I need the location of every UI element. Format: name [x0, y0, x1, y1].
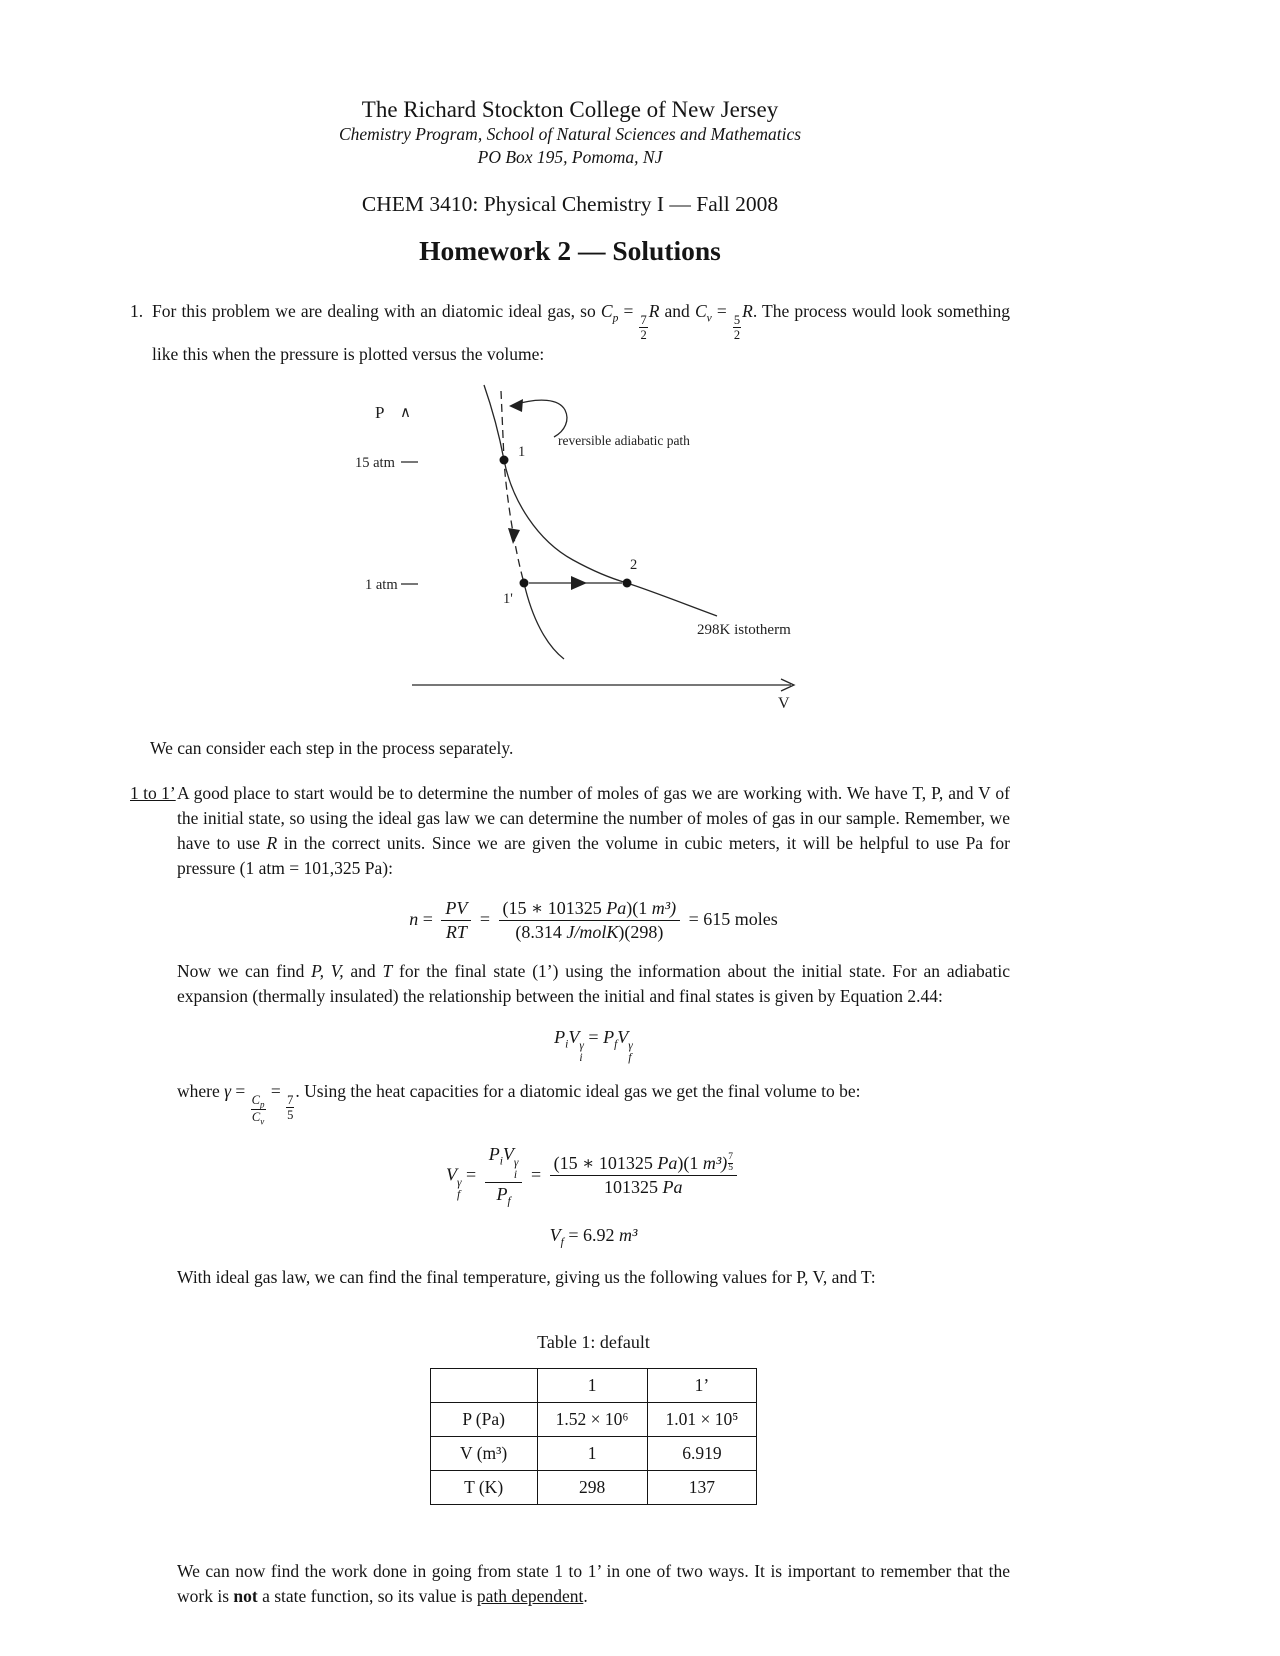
fraction-numeric-2: (15 ∗ 101325 Pa)(1 m³) $\frac{7}{5}$ 101325 Pa — [550, 1152, 737, 1200]
exponent-7-5: $\frac{7}{5}$ — [728, 1152, 733, 1174]
table-caption: Table 1: default — [537, 1332, 650, 1353]
results-table-block — [177, 1330, 1010, 1505]
tick-15atm-label: 15 atm — [355, 454, 395, 471]
table-header-row — [430, 1368, 757, 1402]
step-paragraph-2: Now we can find P, V, and T for the final state (1’) using the information about the initial state. For an adiabatic expansion (thermally insulated) the relationship between the initial and final states is given by Equation 2.44: — [177, 960, 1011, 1006]
table-col-1prime: 1’ — [647, 1368, 757, 1402]
problem-intro-text: For this problem we are dealing with an diatomic ideal gas, so $C_p$ = $\frac{7}{2}$ R and $C_v$ = $\frac{5}{2}$ R. The process would look something like this when the pressure is plotted versus the volume: — [152, 300, 1010, 364]
sup-sub-stack: γ f — [457, 1177, 462, 1202]
isotherm-curve — [484, 385, 717, 616]
sup-sub-stack: γ f — [628, 1039, 633, 1065]
page-title: Homework 2 — Solutions — [419, 234, 721, 266]
address-line: PO Box 195, Pomoma, NJ — [477, 146, 663, 167]
p-axis-arrow-icon: ∧ — [400, 404, 411, 421]
equation-adiabat-relation: $P_iV$ γ i = $P_fV$ γ f — [554, 1026, 633, 1065]
step-paragraph-1: A good place to start would be to determine the number of moles of gas we are working with. We have T, P, and V of the initial state, so using the ideal gas law we can determine the number of moles of gas in our sample. Remember, we have to use R in the correct units. Since we are given the volume in cubic meters, it will be helpful to use Pa for pressure (1 atm = 101,325 Pa): — [177, 782, 1010, 878]
step-label: 1 to 1’ — [130, 782, 176, 803]
problem-number: 1. — [130, 300, 144, 321]
equation-final-volume-result: $V_f = 6.92$ m³ — [549, 1225, 638, 1249]
point-1-label: 1 — [518, 443, 526, 460]
table-corner-cell — [430, 1368, 537, 1402]
state-point-1 — [500, 455, 509, 464]
sup-sub-stack: γ i — [513, 1156, 519, 1182]
isotherm-label: 298K istotherm — [697, 621, 791, 638]
step-paragraph-4: With ideal gas law, we can find the final temperature, giving us the following values for P, V, and T: — [177, 1267, 876, 1288]
program-name: Chemistry Program, School of Natural Sciences and Mathematics — [338, 124, 802, 145]
fraction-pivi-pf: $P_iV$ γ i $P_f$ — [485, 1143, 523, 1209]
problem-1 — [130, 299, 1010, 367]
fraction-pv-rt: $\frac{PV}{RT}$ — [441, 897, 471, 945]
point-2-label: 2 — [630, 556, 638, 573]
state-point-1prime — [520, 578, 529, 587]
step-paragraph-3: where γ = $\frac{C_p}{C_v}$ = $\frac{7}{5}$ . Using the heat capacities for a diatomic ideal gas we get the final volume to be: — [177, 1080, 861, 1127]
course-title: CHEM 3410: Physical Chemistry I — Fall 2008 — [361, 191, 779, 216]
state-point-2 — [623, 578, 632, 587]
point-1prime-label: 1' — [503, 590, 513, 607]
adiabat-direction-arrow-icon — [508, 528, 520, 544]
fraction-cp-cv: $\frac{C_p}{C_v}$ — [251, 1092, 265, 1127]
sup-sub-stack: γ i — [579, 1039, 584, 1065]
curve-below-1prime — [524, 583, 564, 659]
consider-text: We can consider each step in the process separately. — [150, 737, 514, 758]
pv-diagram-figure — [345, 381, 1010, 718]
fraction-5-2: $\frac{5}{2}$ — [733, 312, 741, 342]
fraction-7-5: $\frac{7}{5}$ — [287, 1092, 294, 1122]
fraction-7-2: $\frac{7}{2}$ — [640, 312, 647, 342]
step-1-to-1prime — [130, 781, 1010, 1609]
tick-1atm-label: 1 atm — [365, 576, 398, 593]
table-row: P (Pa) 1.52 × 10⁶ 1.01 × 10⁵ — [430, 1402, 757, 1436]
table-row: V (m³) 1 6.919 — [430, 1436, 757, 1470]
adiabat-leader-arrow-icon — [509, 399, 523, 412]
adiabat-label: reversible adiabatic path — [558, 432, 690, 448]
closing-paragraph: We can now find the work done in going from state 1 to 1’ in one of two ways. It is important to remember that the work is not a state function, so its value is path dependent. — [177, 1560, 1010, 1606]
fraction-numeric: (15 ∗ 101325 Pa)(1 m³) (8.314 J/molK)(298) — [499, 897, 681, 945]
institution-name: The Richard Stockton College of New Jersey — [361, 97, 779, 122]
table-col-1: 1 — [537, 1368, 647, 1402]
p-axis-label: P — [375, 402, 385, 422]
equation-final-volume: V γ f = $P_iV$ γ i $P_f$ = (15 ∗ 101325 Pa)(1 m³) $\frac{7}{5}$ 101325 Pa — [177, 1143, 1010, 1209]
table-row: T (K) 298 137 — [430, 1470, 757, 1504]
isothermal-step-arrow-icon — [571, 576, 587, 590]
state-values-table — [430, 1368, 758, 1505]
v-axis-label: V — [778, 694, 790, 712]
equation-moles: n = $\frac{PV}{RT}$ = (15 ∗ 101325 Pa)(1 m³) (8.314 J/molK)(298) = 615 moles — [177, 897, 1010, 945]
